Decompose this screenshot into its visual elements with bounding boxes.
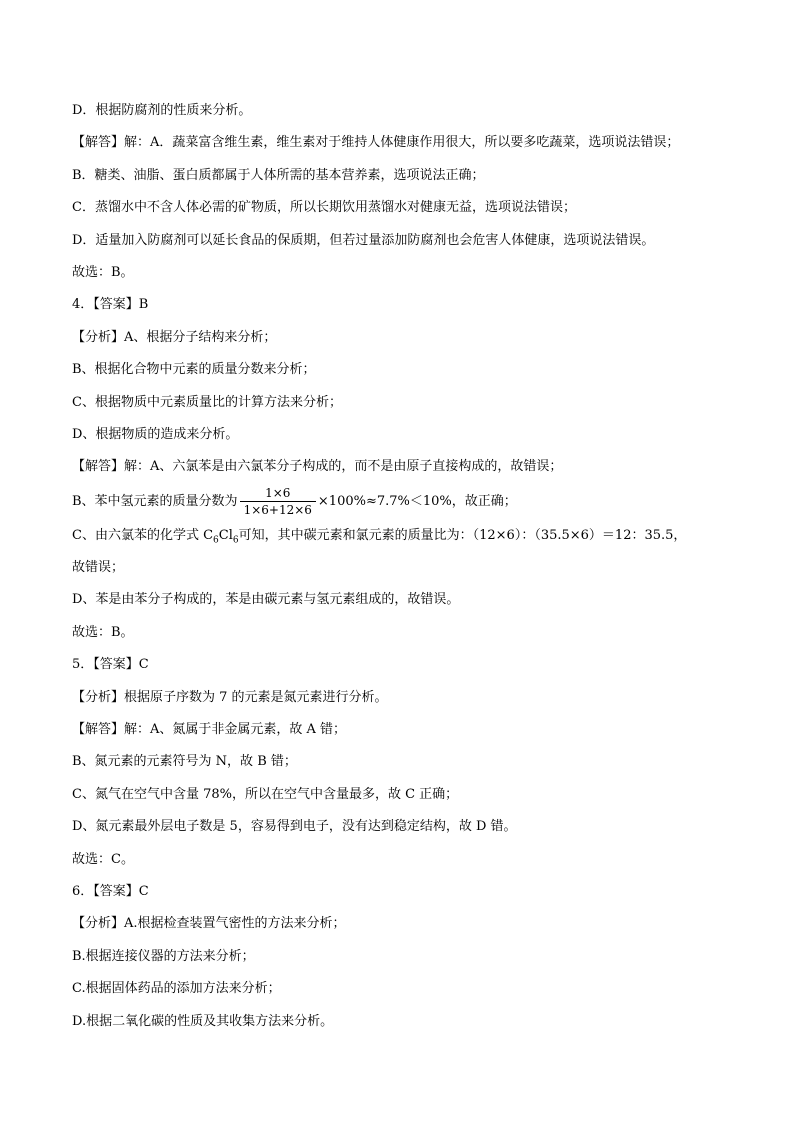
text-line: 故错误； <box>72 560 125 576</box>
text-line: D．适量加入防腐剂可以延长食品的保质期，但若过量添加防腐剂也会危害人体健康，选项说法错误。 <box>72 232 655 248</box>
text-line: C、根据物质中元素质量比的计算方法来分析； <box>72 394 342 410</box>
fraction-suffix: ×100%≈7.7%＜10%，故正确； <box>317 493 517 509</box>
text-line: C．蒸馏水中不含人体必需的矿物质，所以长期饮用蒸馏水对健康无益，选项说法错误； <box>72 200 576 216</box>
fraction-numerator: 1×6 <box>265 486 291 501</box>
fraction-line <box>72 484 732 520</box>
text-line: B、氮元素的元素符号为 N，故 B 错； <box>72 754 297 770</box>
text-line: 【分析】根据原子序数为 7 的元素是氮元素进行分析。 <box>72 689 388 705</box>
formula-line <box>72 520 732 552</box>
text-line: B、根据化合物中元素的质量分数来分析； <box>72 362 316 378</box>
formula-text-before: C、由六氯苯的化学式 C <box>72 527 214 543</box>
text-line: 【分析】A.根据检查装置气密性的方法来分析； <box>72 916 346 932</box>
mass-fraction <box>240 486 316 517</box>
text-line: 6．【答案】C <box>72 883 149 899</box>
fraction-denominator: 1×6+12×6 <box>243 503 312 518</box>
text-line: D、根据物质的造成来分析。 <box>72 426 239 442</box>
text-block-1 <box>72 95 732 484</box>
text-line: 5．【答案】C <box>72 657 149 673</box>
formula-subscript-chlorine: 6 <box>232 535 239 546</box>
text-line: 【解答】解：A、六氯苯是由六氯苯分子构成的，而不是由原子直接构成的，故错误； <box>72 459 563 475</box>
formula-subscript-carbon: 6 <box>213 535 219 546</box>
text-block-2 <box>72 552 732 1038</box>
text-line: D.根据二氧化碳的性质及其收集方法来分析。 <box>72 1013 334 1029</box>
text-line: 4．【答案】B <box>72 297 149 313</box>
document-page <box>72 95 732 1038</box>
text-line: 【解答】解：A、氮属于非金属元素，故 A 错； <box>72 722 347 738</box>
text-line: C、氮气在空气中含量 78%，所以在空气中含量最多，故 C 正确； <box>72 786 459 802</box>
text-line: C.根据固体药品的添加方法来分析； <box>72 981 281 997</box>
fraction-prefix: B、苯中氢元素的质量分数为 <box>72 493 238 509</box>
text-line: 故选：C。 <box>72 851 134 867</box>
text-line: 【分析】A、根据分子结构来分析； <box>72 329 277 345</box>
text-line: 故选：B。 <box>72 624 134 640</box>
text-line: D、氮元素最外层电子数是 5，容易得到电子，没有达到稳定结构，故 D 错。 <box>72 819 517 835</box>
formula-chlorine: Cl <box>218 527 233 543</box>
formula-text-after: 可知，其中碳元素和氯元素的质量比为：（12×6）：（35.5×6）＝12：35.5， <box>238 527 687 543</box>
fraction-bar <box>240 501 316 502</box>
text-line: B.根据连接仪器的方法来分析； <box>72 948 255 964</box>
text-line: 【解答】解：A．蔬菜富含维生素，维生素对于维持人体健康作用很大，所以要多吃蔬菜，选项说法错误； <box>72 135 680 151</box>
text-line: 故选：B。 <box>72 264 134 280</box>
text-line: B．糖类、油脂、蛋白质都属于人体所需的基本营养素，选项说法正确； <box>72 167 485 183</box>
text-line: D、苯是由苯分子构成的，苯是由碳元素与氢元素组成的，故错误。 <box>72 592 460 608</box>
text-line: D．根据防腐剂的性质来分析。 <box>72 103 252 118</box>
